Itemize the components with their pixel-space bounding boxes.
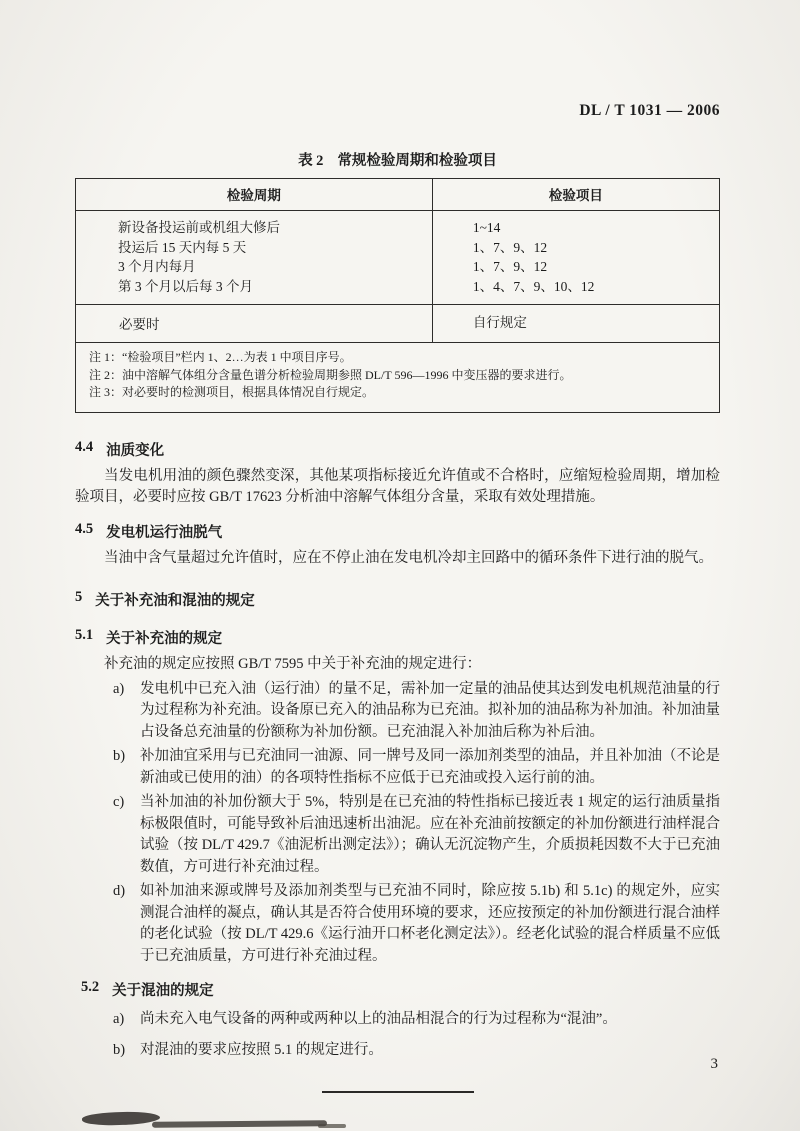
list-item-5-2-b — [75, 1040, 720, 1062]
item-label-b: b) — [113, 748, 126, 764]
section-4-4-title: 油质变化 — [106, 442, 165, 459]
table-note-3: 注 3：对必要时的检测项目，根据具体情况自行规定。 — [89, 385, 375, 399]
list-item-5-1-b — [75, 746, 720, 789]
page-content — [75, 0, 720, 1093]
item-label-c: c) — [113, 794, 125, 810]
item-text-d: 如补加油来源或牌号及添加剂类型与已充油不同时，除应按 5.1b) 和 5.1c) 的规定外，应实测混合油样的凝点，确认其是否符合使用环境的要求，还应按预定的补加份额进行混合油样的老化试验（按 DL/T 429.6《运行油开口杯老化测定法》）。经老化试验的混合样质量不应低于已充油质量，方可进行补充油过程。 — [140, 883, 720, 964]
section-5-2-items — [75, 1009, 720, 1061]
item-text-a: 发电机中已充入油（运行油）的量不足，需补加一定量的油品使其达到发电机规范油量的行为过程称为补充油。设备原已充入的油品称为已充油。拟补加的油品称为补加油。补加油量占设备总充油量的份额称为补加份额。已充油混入补加油后称为补后油。 — [140, 680, 720, 740]
section-4-5-paragraph: 当油中含气量超过允许值时，应在不停止油在发电机冷却主回路中的循环条件下进行油的脱气。 — [104, 549, 713, 566]
table-note-1: 注 1：“检验项目”栏内 1、2…为表 1 中项目序号。 — [89, 350, 352, 364]
section-5-title: 关于补充油和混油的规定 — [95, 593, 255, 609]
period-cell — [76, 211, 433, 304]
extra-period-cell: 必要时 — [76, 305, 433, 342]
section-5-heading — [75, 589, 720, 610]
period-line-1: 新设备投运前或机组大修后 — [118, 220, 280, 235]
scan-artifact — [82, 1111, 160, 1127]
scan-artifact — [152, 1120, 327, 1128]
period-line-2: 投运后 15 天内每 5 天 — [118, 239, 247, 255]
section-4-4-heading — [75, 439, 720, 460]
table-title-text: 常规检验周期和检验项目 — [337, 153, 497, 169]
items-cell — [433, 211, 719, 304]
table-note-2: 注 2：油中溶解气体组分含量色谱分析检验周期参照 DL/T 596—1996 中变压器的要求进行。 — [89, 367, 572, 382]
section-5-2-heading — [81, 979, 720, 1000]
section-5-number: 5 — [75, 589, 83, 605]
items-line-2: 1、7、9、12 — [472, 239, 548, 255]
item-text-c: 当补加油的补加份额大于 5%，特别是在已充油的特性指标已接近表 1 规定的运行油质量指标极限值时，可能导致补后油迅速析出油泥。应在补充油前按额定的补加份额进行油样混合试验（按 DL/T 429.7《油泥析出测定法》）；确认无沉淀物产生，介质损耗因数不大于已充油数值，方可进行补充油过程。 — [140, 794, 720, 875]
list-item-5-1-c — [75, 792, 720, 878]
item-label-d: d) — [113, 883, 126, 899]
list-item-5-1-d — [75, 881, 720, 967]
items-line-1: 1~14 — [472, 220, 501, 235]
end-separator-line — [322, 1091, 474, 1093]
period-line-3: 3 个月内每月 — [118, 259, 196, 274]
section-4-4-number: 4.4 — [75, 438, 94, 455]
extra-items-cell: 自行规定 — [472, 315, 527, 330]
section-5-1-items — [75, 679, 720, 968]
section-5-1-number: 5.1 — [75, 627, 94, 643]
body-sections — [75, 439, 720, 1094]
list-item-5-2-a — [75, 1009, 720, 1031]
table-header-row — [76, 179, 719, 211]
table-title-label: 表 2 — [298, 153, 324, 169]
section-4-4-paragraph: 当发电机用油的颜色骤然变深，其他某项指标接近允许值或不合格时，应缩短检验周期，增加检验项目，必要时应按 GB/T 17623 分析油中溶解气体组分含量，采取有效处理措施。 — [75, 467, 720, 505]
scan-artifact — [318, 1124, 346, 1128]
item-text-b: 补加油宜采用与已充油同一油源、同一牌号及同一添加剂类型的油品，并且补加油（不论是新油或已使用的油）的各项特性指标不应低于已充油或投入运行前的油。 — [140, 748, 720, 786]
table-title — [75, 149, 720, 170]
standard-number: DL / T 1031 — 2006 — [579, 102, 720, 119]
item-label-a: a) — [113, 680, 125, 697]
section-5-2-title: 关于混油的规定 — [112, 983, 214, 999]
table-notes — [76, 342, 719, 412]
items-line-4: 1、4、7、9、10、12 — [472, 278, 595, 294]
period-line-4: 第 3 个月以后每 3 个月 — [118, 278, 253, 294]
item-label-a: a) — [113, 1011, 125, 1027]
item-text-a: 尚未充入电气设备的两种或两种以上的油品相混合的行为过程称为“混油”。 — [140, 1011, 617, 1027]
item-text-b: 对混油的要求应按照 5.1 的规定进行。 — [140, 1041, 383, 1058]
section-4-5-heading — [75, 521, 720, 542]
table-extra-row — [76, 304, 719, 342]
page-number: 3 — [710, 1056, 718, 1072]
section-5-1-intro: 补充油的规定应按照 GB/T 7595 中关于补充油的规定进行： — [104, 656, 482, 672]
section-4-5-number: 4.5 — [75, 520, 94, 537]
item-label-b: b) — [113, 1041, 126, 1058]
section-5-2-number: 5.2 — [81, 979, 100, 995]
list-item-5-1-a — [75, 679, 720, 744]
table-header-items: 检验项目 — [548, 188, 603, 203]
items-line-3: 1、7、9、12 — [472, 259, 548, 274]
table-body-row — [76, 211, 719, 304]
inspection-table — [75, 178, 720, 413]
section-5-1-heading — [75, 627, 720, 648]
section-5-1-title: 关于补充油的规定 — [106, 631, 223, 647]
section-4-5-title: 发电机运行油脱气 — [106, 524, 223, 541]
table-header-period: 检验周期 — [76, 179, 433, 210]
